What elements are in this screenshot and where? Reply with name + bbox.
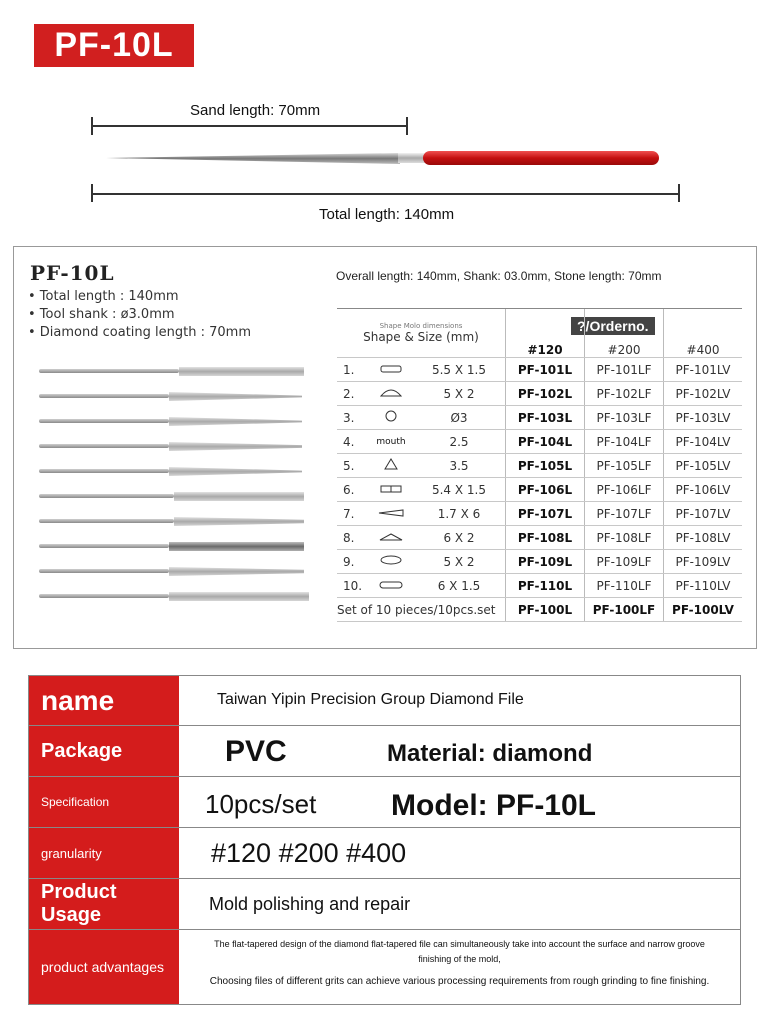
oval-shape-icon xyxy=(369,550,413,574)
shape-header-small: Shape Molo dimensions xyxy=(379,322,463,330)
spec-coating-length: • Diamond coating length : 70mm xyxy=(28,325,251,340)
spec-total-length: • Total length : 140mm xyxy=(28,289,179,304)
flat-triangle-shape-icon xyxy=(369,526,413,550)
specification-row xyxy=(29,777,740,828)
advantages-row xyxy=(29,930,740,1004)
name-label: name xyxy=(29,676,179,725)
model-value: Model: PF-10L xyxy=(391,789,597,822)
granularity-value: #120 #200 #400 xyxy=(211,838,407,868)
product-info-table xyxy=(28,675,741,1005)
total-length-label: Total length: 140mm xyxy=(319,206,455,223)
triangle-shape-icon xyxy=(369,454,413,478)
package-value: PVC xyxy=(225,735,287,768)
specification-value: 10pcs/set xyxy=(205,789,317,819)
diamond-file-image xyxy=(100,145,665,169)
model-title-badge: PF-10L xyxy=(34,24,194,67)
advantages-text-2: finishing of the mold, xyxy=(418,954,501,964)
table-row: 2. 5 X 2 PF-102L PF-102LF PF-102LV xyxy=(337,382,742,406)
package-label: Package xyxy=(29,726,179,776)
granularity-row xyxy=(29,828,740,879)
grit-400-header: #400 xyxy=(664,309,743,358)
file-dimension-diagram xyxy=(0,90,768,230)
spec-tool-shank: • Tool shank : ø3.0mm xyxy=(28,307,175,322)
table-row: 6. 5.4 X 1.5 PF-106L PF-106LF PF-106LV xyxy=(337,478,742,502)
grit-200-header: #200 xyxy=(585,309,664,358)
spec-panel xyxy=(13,246,757,649)
advantages-text-3: Choosing files of different grits can achieve various processing requirements from rough grinding to fine finishing. xyxy=(209,976,710,987)
half-round-shape-icon xyxy=(369,382,413,406)
table-row: 4. mouth 2.5 PF-104L PF-104LF PF-104LV xyxy=(337,430,742,454)
material-value: Material: diamond xyxy=(387,740,593,767)
package-row xyxy=(29,726,740,777)
split-rectangle-shape-icon xyxy=(369,478,413,502)
sand-length-line xyxy=(92,125,407,127)
shape-header: Shape & Size (mm) xyxy=(363,330,479,344)
panel-heading: PF-10L xyxy=(30,261,115,285)
table-row: 8. 6 X 2 PF-108L PF-108LF PF-108LV xyxy=(337,526,742,550)
table-row: 3. Ø3 PF-103L PF-103LF PF-103LV xyxy=(337,406,742,430)
rectangle-shape-icon xyxy=(369,358,413,382)
rounded-rectangle-shape-icon xyxy=(369,574,413,598)
sand-length-label: Sand length: 70mm xyxy=(190,102,321,119)
file-set-photo xyxy=(34,357,314,607)
knife-shape-icon xyxy=(369,502,413,526)
table-row: 7. 1.7 X 6 PF-107L PF-107LF PF-107LV xyxy=(337,502,742,526)
specification-label: Specification xyxy=(29,777,179,827)
mouth-shape-label: mouth xyxy=(369,430,413,454)
total-length-line xyxy=(92,193,679,195)
name-value: Taiwan Yipin Precision Group Diamond File xyxy=(217,691,524,708)
usage-label: Product Usage xyxy=(29,879,179,929)
set-row: Set of 10 pieces/10pcs.set PF-100L PF-100LF PF-100LV xyxy=(337,598,742,622)
usage-value: Mold polishing and repair xyxy=(209,894,411,914)
order-number-label: ?/Orderno. xyxy=(571,317,655,335)
circle-shape-icon xyxy=(369,406,413,430)
file-spec-table xyxy=(337,308,742,622)
advantages-text-1: The flat-tapered design of the diamond flat-tapered file can simultaneously take into account the surface and narrow groove xyxy=(214,939,705,949)
table-row: 10. 6 X 1.5 PF-110L PF-110LF PF-110LV xyxy=(337,574,742,598)
table-row: 1. 5.5 X 1.5 PF-101L PF-101LF PF-101LV xyxy=(337,358,742,382)
table-header-row xyxy=(337,309,742,358)
name-row xyxy=(29,676,740,726)
overall-dimensions-text: Overall length: 140mm, Shank: 03.0mm, Stone length: 70mm xyxy=(336,269,662,283)
usage-row xyxy=(29,879,740,930)
set-label: Set of 10 pieces/10pcs.set xyxy=(337,598,506,622)
granularity-label: granularity xyxy=(29,828,179,878)
advantages-label: product advantages xyxy=(29,930,179,1004)
table-row: 9. 5 X 2 PF-109L PF-109LF PF-109LV xyxy=(337,550,742,574)
table-row: 5. 3.5 PF-105L PF-105LF PF-105LV xyxy=(337,454,742,478)
grit-120-header: #120 xyxy=(506,309,585,358)
